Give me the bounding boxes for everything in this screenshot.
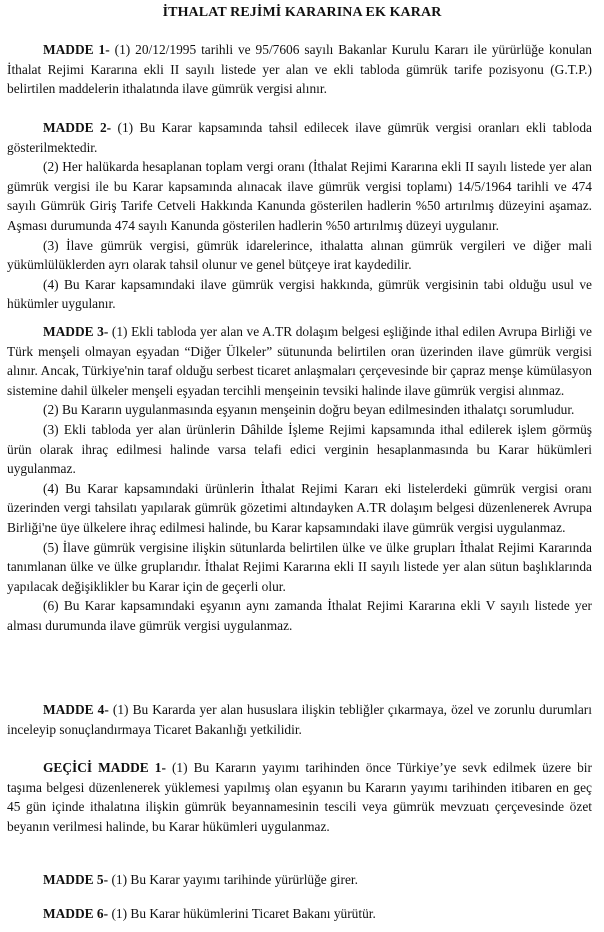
article-3 bbox=[7, 322, 592, 636]
article-2-paragraph-3: (3) İlave gümrük vergisi, gümrük idarelerince, ithalatta alınan gümrük vergileri ve diğer mali yükümlülüklerden ayrı olarak tahsil olunur ve genel bütçeye irat kaydedilir. bbox=[7, 237, 592, 273]
article-3-paragraph-1 bbox=[7, 322, 592, 400]
article-6-text-1: (1) Bu Karar hükümlerini Ticaret Bakanı yürütür. bbox=[111, 906, 376, 921]
article-6-label: MADDE 6- bbox=[43, 906, 109, 921]
article-3-paragraph-5: (5) İlave gümrük vergisine ilişkin sütunlarda belirtilen ülke ve ülke grupları İthalat Rejimi Kararında tanımlanan ülke ve ülke gruplarıdır. İthalat Rejimi Kararına ekli II sayılı listede yer alan sütun başlıklarında yapılacak değişiklikler bu Karar için de geçerli olur. bbox=[7, 539, 592, 594]
article-1-text-1: (1) 20/12/1995 tarihli ve 95/7606 sayılı Bakanlar Kurulu Kararı ile yürürlüğe konulan İthalat Rejimi Kararına ekli II sayılı listede yer alan ve ekli tabloda gümrük tarife pozisyonu (G.T.P.) belirtilen maddelerin ithalatında ilave gümrük vergisi alınır. bbox=[7, 42, 592, 97]
temporary-article-1-text-1: (1) Bu Kararın yayımı tarihinden önce Türkiye’ye sevk edilmek üzere bir taşıma belgesi düzenlenerek yüklemesi yapılmış olan eşyanın bu Kararın yayımı tarihinden itibaren en geç 45 gün içinde ithalatına ilişkin gümrük beyannamesinin tescili veya gümrük mevzuatı çerçevesinde özet beyanın verilmesi halinde, bu Karar hükümleri uygulanmaz. bbox=[7, 760, 592, 834]
article-4-text-1: (1) Bu Kararda yer alan hususlara ilişkin tebliğler çıkarmaya, özel ve zorunlu durumları inceleyip sonuçlandırmaya Ticaret Bakanlığı yetkilidir. bbox=[7, 702, 592, 737]
article-5 bbox=[7, 870, 592, 890]
article-2-paragraph-1 bbox=[7, 118, 592, 157]
article-3-text-1: (1) Ekli tabloda yer alan ve A.TR dolaşım belgesi eşliğinde ithal edilen Avrupa Birliği ve Türk menşeli olmayan eşyadan “Diğer Ülkeler” sütununda belirtilen oran üzerinden ilave gümrük vergisi alınır. Ancak, Türkiye'nin taraf olduğu serbest ticaret anlaşmaları çerçevesinde bir çapraz menşe kümülasyon sistemine dahil ülkeler menşeli eşyadan tercihli menşeinin tevsiki halinde ilave gümrük vergisi alınmaz. bbox=[7, 324, 592, 398]
article-4 bbox=[7, 700, 592, 739]
article-1-paragraph-1 bbox=[7, 40, 592, 99]
temporary-article-1-paragraph-1 bbox=[7, 758, 592, 836]
article-2-label: MADDE 2- bbox=[43, 120, 112, 135]
article-3-paragraph-2: (2) Bu Kararın uygulanmasında eşyanın menşeinin doğru beyan edilmesinden ithalatçı sorumludur. bbox=[43, 402, 575, 418]
article-1 bbox=[7, 40, 592, 99]
temporary-article-1-label: GEÇİCİ MADDE 1- bbox=[43, 760, 166, 775]
article-3-paragraph-6: (6) Bu Karar kapsamındaki eşyanın aynı zamanda İthalat Rejimi Kararına ekli V sayılı listede yer alması durumunda ilave gümrük vergisi uygulanmaz. bbox=[7, 598, 592, 633]
article-6 bbox=[7, 904, 592, 924]
article-3-label: MADDE 3- bbox=[43, 324, 109, 339]
article-4-paragraph-1 bbox=[7, 700, 592, 739]
article-3-paragraph-3: (3) Ekli tabloda yer alan ürünlerin Dâhilde İşleme Rejimi kapsamında ithal edilerek işlem görmüş ürün olarak ihraç edilmesi halinde varsa telafi edici verginin hesaplanmasında bu Karar hükümleri uygulanmaz. bbox=[7, 421, 592, 477]
temporary-article-1 bbox=[7, 758, 592, 836]
article-2-paragraph-2: (2) Her halükarda hesaplanan toplam vergi oranı (İthalat Rejimi Kararına ekli II sayılı listede yer alan gümrük vergisi ile bu Karar kapsamında alınacak ilave gümrük vergisi toplamı) 14/5/1964 tarihli ve 474 sayılı Gümrük Giriş Tarife Cetveli Hakkında Kanunda gösterilen hadlerin %50 artırılmış düzeyini aşamaz. Aşması durumunda 474 sayılı Kanunda gösterilen hadlerin %50 artırılmış düzeyi uygulanır. bbox=[7, 159, 592, 233]
document-title: İTHALAT REJİMİ KARARINA EK KARAR bbox=[162, 5, 442, 20]
article-5-label: MADDE 5- bbox=[43, 872, 109, 887]
article-4-label: MADDE 4- bbox=[43, 702, 109, 717]
article-1-label: MADDE 1- bbox=[43, 42, 110, 57]
article-2 bbox=[7, 118, 592, 314]
article-5-text-1: (1) Bu Karar yayımı tarihinde yürürlüğe girer. bbox=[111, 872, 358, 887]
article-2-paragraph-4: (4) Bu Karar kapsamındaki ilave gümrük vergisi hakkında, gümrük vergisinin tabi olduğu usul ve hükümler uygulanır. bbox=[7, 276, 592, 312]
article-2-text-1: (1) Bu Karar kapsamında tahsil edilecek ilave gümrük vergisi oranları ekli tabloda gösterilmektedir. bbox=[7, 120, 592, 155]
article-5-paragraph-1 bbox=[7, 870, 592, 890]
article-6-paragraph-1 bbox=[7, 904, 592, 924]
article-3-paragraph-4: (4) Bu Karar kapsamındaki ürünlerin İthalat Rejimi Kararı eki listelerdeki gümrük vergisi oranı üzerinden vergi tahsilatı yapılarak gümrük gözetimi altındayken A.TR dolaşım belgesi düzenlenerek Avrupa Birliği'ne üye ülkelere ihraç edilmesi halinde, bu Karar kapsamındaki ilave gümrük vergisi uygulanmaz. bbox=[7, 480, 592, 535]
